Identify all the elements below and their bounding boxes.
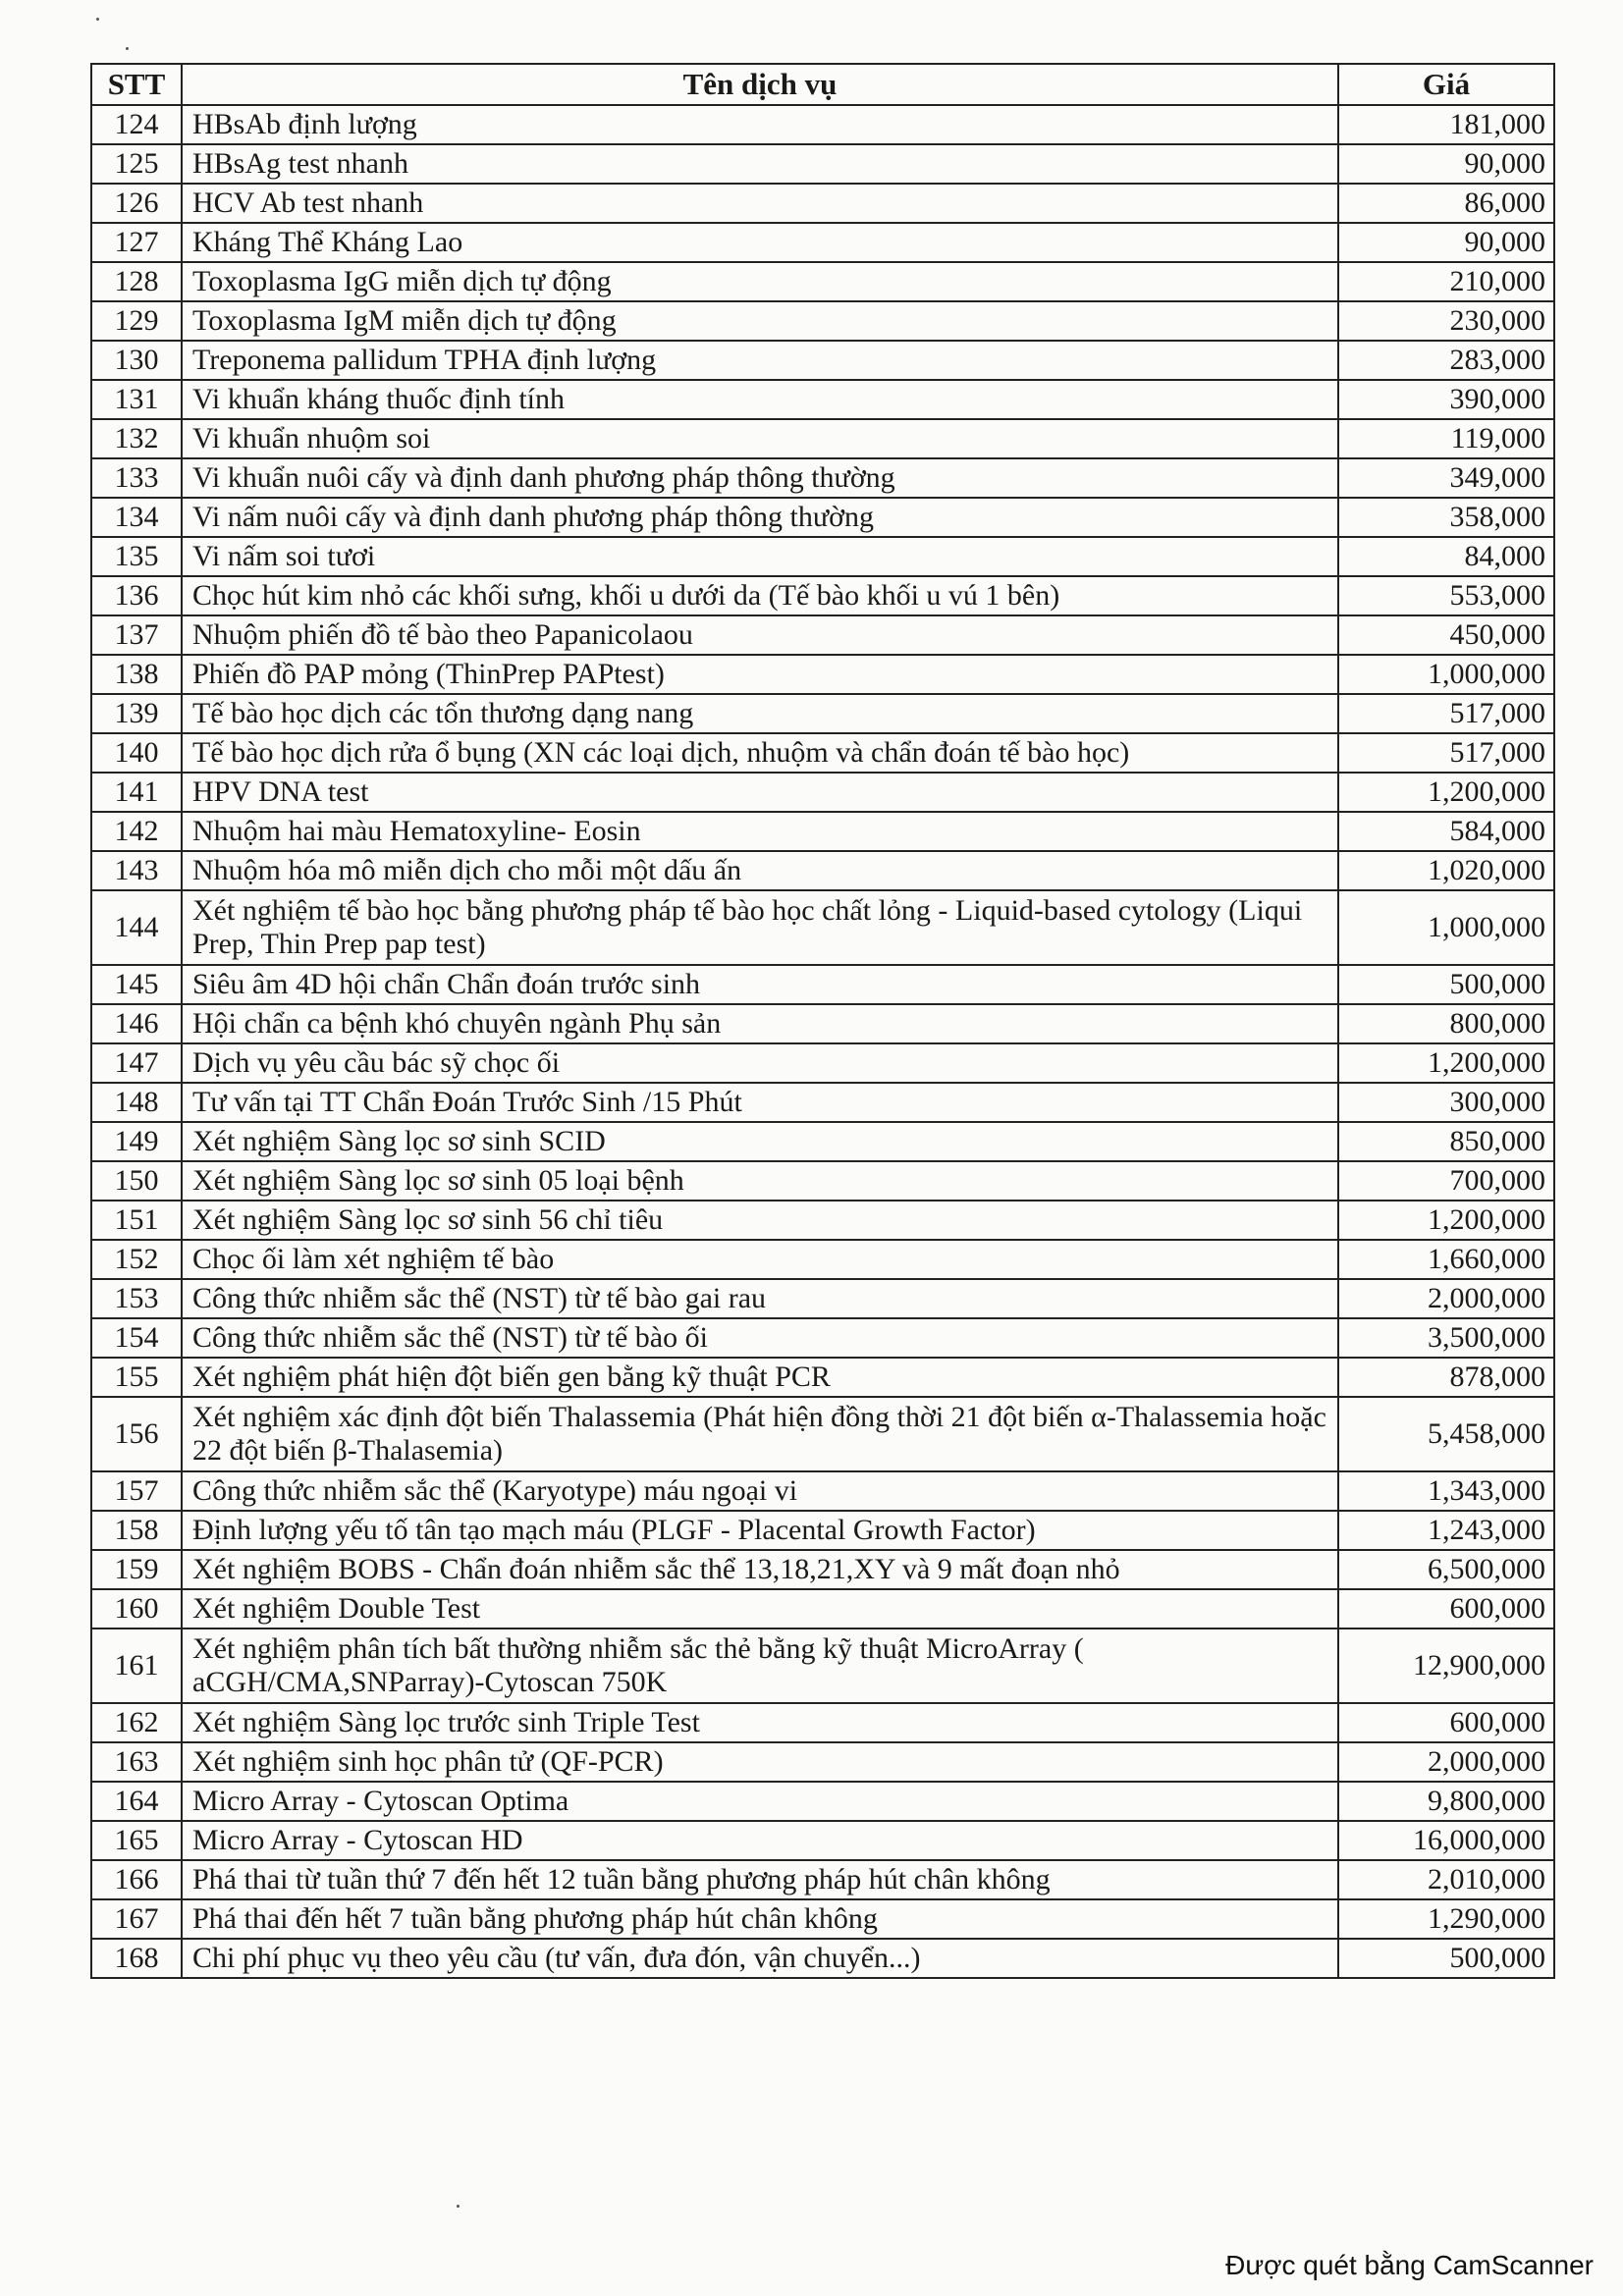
row-stt: 129	[91, 301, 182, 341]
row-price: 500,000	[1338, 965, 1554, 1004]
row-stt: 153	[91, 1279, 182, 1318]
table-row	[91, 223, 1554, 262]
table-row	[91, 1240, 1554, 1279]
table-row	[91, 1899, 1554, 1939]
table-row	[91, 1004, 1554, 1043]
row-stt: 144	[91, 890, 182, 965]
table-row	[91, 1742, 1554, 1782]
row-stt: 134	[91, 498, 182, 537]
table-row	[91, 1550, 1554, 1589]
row-stt: 140	[91, 733, 182, 773]
table-row	[91, 812, 1554, 851]
row-price: 9,800,000	[1338, 1782, 1554, 1821]
camscanner-watermark: Được quét bằng CamScanner	[1225, 2250, 1594, 2280]
row-service-name: Kháng Thể Kháng Lao	[182, 223, 1338, 262]
row-price: 600,000	[1338, 1703, 1554, 1742]
row-stt: 141	[91, 773, 182, 812]
table-row	[91, 1821, 1554, 1860]
row-stt: 168	[91, 1939, 182, 1978]
row-service-name: Xét nghiệm Sàng lọc sơ sinh 05 loại bệnh	[182, 1161, 1338, 1201]
table-row	[91, 419, 1554, 458]
row-stt: 151	[91, 1201, 182, 1240]
table-row	[91, 537, 1554, 576]
row-service-name: HCV Ab test nhanh	[182, 184, 1338, 223]
row-service-name: Xét nghiệm BOBS - Chẩn đoán nhiễm sắc thể 13,18,21,XY và 9 mất đoạn nhỏ	[182, 1550, 1338, 1589]
row-price: 600,000	[1338, 1589, 1554, 1629]
price-table	[90, 63, 1555, 1979]
row-price: 1,000,000	[1338, 890, 1554, 965]
row-price: 349,000	[1338, 458, 1554, 498]
row-stt: 137	[91, 615, 182, 655]
table-row	[91, 458, 1554, 498]
row-stt: 125	[91, 144, 182, 184]
table-body	[91, 105, 1554, 1978]
row-stt: 150	[91, 1161, 182, 1201]
row-price: 3,500,000	[1338, 1318, 1554, 1358]
row-stt: 139	[91, 694, 182, 733]
table-row	[91, 890, 1554, 965]
row-service-name: HPV DNA test	[182, 773, 1338, 812]
table-row	[91, 341, 1554, 380]
row-stt: 138	[91, 655, 182, 694]
table-row	[91, 262, 1554, 301]
row-price: 300,000	[1338, 1083, 1554, 1122]
row-price: 517,000	[1338, 694, 1554, 733]
row-stt: 149	[91, 1122, 182, 1161]
row-stt: 130	[91, 341, 182, 380]
row-stt: 156	[91, 1397, 182, 1471]
row-stt: 164	[91, 1782, 182, 1821]
table-header-row	[91, 64, 1554, 105]
table-row	[91, 965, 1554, 1004]
row-price: 1,200,000	[1338, 773, 1554, 812]
row-price: 2,000,000	[1338, 1742, 1554, 1782]
row-stt: 127	[91, 223, 182, 262]
row-price: 16,000,000	[1338, 1821, 1554, 1860]
table-row	[91, 105, 1554, 144]
row-price: 1,660,000	[1338, 1240, 1554, 1279]
row-stt: 160	[91, 1589, 182, 1629]
row-service-name: Xét nghiệm xác định đột biến Thalassemia (Phát hiện đồng thời 21 đột biến α-Thalassemia hoặc 22 đột biến β-Thalasemia)	[182, 1397, 1338, 1471]
row-price: 1,343,000	[1338, 1471, 1554, 1511]
row-service-name: Xét nghiệm phát hiện đột biến gen bằng kỹ thuật PCR	[182, 1358, 1338, 1397]
table-row	[91, 1358, 1554, 1397]
table-row	[91, 1122, 1554, 1161]
row-price: 283,000	[1338, 341, 1554, 380]
row-price: 84,000	[1338, 537, 1554, 576]
row-service-name: HBsAb định lượng	[182, 105, 1338, 144]
table-row	[91, 1318, 1554, 1358]
row-service-name: Xét nghiệm Sàng lọc sơ sinh SCID	[182, 1122, 1338, 1161]
row-price: 1,290,000	[1338, 1899, 1554, 1939]
row-stt: 167	[91, 1899, 182, 1939]
table-row	[91, 1511, 1554, 1550]
row-service-name: Vi nấm nuôi cấy và định danh phương pháp thông thường	[182, 498, 1338, 537]
row-stt: 152	[91, 1240, 182, 1279]
row-stt: 159	[91, 1550, 182, 1589]
scan-speck	[126, 47, 129, 50]
row-stt: 133	[91, 458, 182, 498]
row-service-name: Treponema pallidum TPHA định lượng	[182, 341, 1338, 380]
row-service-name: Vi khuẩn nuôi cấy và định danh phương pháp thông thường	[182, 458, 1338, 498]
row-price: 878,000	[1338, 1358, 1554, 1397]
row-stt: 136	[91, 576, 182, 615]
row-service-name: Micro Array - Cytoscan Optima	[182, 1782, 1338, 1821]
row-price: 86,000	[1338, 184, 1554, 223]
row-service-name: Hội chẩn ca bệnh khó chuyên ngành Phụ sản	[182, 1004, 1338, 1043]
row-service-name: Xét nghiệm Double Test	[182, 1589, 1338, 1629]
row-stt: 146	[91, 1004, 182, 1043]
row-stt: 154	[91, 1318, 182, 1358]
row-stt: 124	[91, 105, 182, 144]
row-service-name: Vi nấm soi tươi	[182, 537, 1338, 576]
row-stt: 157	[91, 1471, 182, 1511]
row-service-name: Dịch vụ yêu cầu bác sỹ chọc ối	[182, 1043, 1338, 1083]
row-service-name: Định lượng yếu tố tân tạo mạch máu (PLGF - Placental Growth Factor)	[182, 1511, 1338, 1550]
row-stt: 145	[91, 965, 182, 1004]
row-service-name: Vi khuẩn kháng thuốc định tính	[182, 380, 1338, 419]
table-row	[91, 301, 1554, 341]
row-price: 517,000	[1338, 733, 1554, 773]
scan-speck	[96, 18, 99, 21]
row-service-name: Siêu âm 4D hội chẩn Chẩn đoán trước sinh	[182, 965, 1338, 1004]
row-service-name: Xét nghiệm sinh học phân tử (QF-PCR)	[182, 1742, 1338, 1782]
table-row	[91, 615, 1554, 655]
row-stt: 148	[91, 1083, 182, 1122]
table-row	[91, 655, 1554, 694]
row-service-name: Tế bào học dịch rửa ổ bụng (XN các loại dịch, nhuộm và chẩn đoán tế bào học)	[182, 733, 1338, 773]
row-price: 1,020,000	[1338, 851, 1554, 890]
row-price: 230,000	[1338, 301, 1554, 341]
row-stt: 135	[91, 537, 182, 576]
table-row	[91, 1279, 1554, 1318]
row-service-name: Công thức nhiễm sắc thể (NST) từ tế bào ối	[182, 1318, 1338, 1358]
row-stt: 165	[91, 1821, 182, 1860]
row-price: 90,000	[1338, 223, 1554, 262]
header-price: Giá	[1338, 64, 1554, 105]
row-service-name: Nhuộm hai màu Hematoxyline- Eosin	[182, 812, 1338, 851]
row-service-name: Toxoplasma IgM miễn dịch tự động	[182, 301, 1338, 341]
row-service-name: Công thức nhiễm sắc thể (NST) từ tế bào gai rau	[182, 1279, 1338, 1318]
table-row	[91, 733, 1554, 773]
row-service-name: HBsAg test nhanh	[182, 144, 1338, 184]
row-price: 5,458,000	[1338, 1397, 1554, 1471]
table-row	[91, 694, 1554, 733]
row-price: 90,000	[1338, 144, 1554, 184]
row-price: 12,900,000	[1338, 1629, 1554, 1703]
row-price: 119,000	[1338, 419, 1554, 458]
row-price: 553,000	[1338, 576, 1554, 615]
row-service-name: Phiến đồ PAP mỏng (ThinPrep PAPtest)	[182, 655, 1338, 694]
table-row	[91, 1860, 1554, 1899]
row-service-name: Xét nghiệm phân tích bất thường nhiễm sắc thẻ bằng kỹ thuật MicroArray ( aCGH/CMA,SNParray)-Cytoscan 750K	[182, 1629, 1338, 1703]
table-row	[91, 1043, 1554, 1083]
table-row	[91, 1471, 1554, 1511]
row-stt: 132	[91, 419, 182, 458]
row-stt: 126	[91, 184, 182, 223]
row-stt: 161	[91, 1629, 182, 1703]
row-service-name: Nhuộm hóa mô miễn dịch cho mỗi một dấu ấn	[182, 851, 1338, 890]
row-price: 6,500,000	[1338, 1550, 1554, 1589]
table-row	[91, 380, 1554, 419]
header-stt: STT	[91, 64, 182, 105]
row-price: 700,000	[1338, 1161, 1554, 1201]
row-stt: 131	[91, 380, 182, 419]
row-service-name: Toxoplasma IgG miễn dịch tự động	[182, 262, 1338, 301]
row-service-name: Phá thai đến hết 7 tuần bằng phương pháp hút chân không	[182, 1899, 1338, 1939]
row-price: 210,000	[1338, 262, 1554, 301]
row-service-name: Xét nghiệm tế bào học bằng phương pháp tế bào học chất lỏng - Liquid-based cytology (Liqui Prep, Thin Prep pap test)	[182, 890, 1338, 965]
row-service-name: Công thức nhiễm sắc thể (Karyotype) máu ngoại vi	[182, 1471, 1338, 1511]
row-price: 2,000,000	[1338, 1279, 1554, 1318]
row-service-name: Chọc hút kim nhỏ các khối sưng, khối u dưới da (Tế bào khối u vú 1 bên)	[182, 576, 1338, 615]
table-row	[91, 184, 1554, 223]
row-stt: 142	[91, 812, 182, 851]
row-stt: 166	[91, 1860, 182, 1899]
row-service-name: Tế bào học dịch các tổn thương dạng nang	[182, 694, 1338, 733]
row-price: 450,000	[1338, 615, 1554, 655]
row-price: 358,000	[1338, 498, 1554, 537]
row-stt: 147	[91, 1043, 182, 1083]
table-row	[91, 1083, 1554, 1122]
table-row	[91, 1629, 1554, 1703]
table-row	[91, 576, 1554, 615]
row-service-name: Vi khuẩn nhuộm soi	[182, 419, 1338, 458]
row-stt: 128	[91, 262, 182, 301]
table-row	[91, 1782, 1554, 1821]
row-service-name: Chi phí phục vụ theo yêu cầu (tư vấn, đưa đón, vận chuyển...)	[182, 1939, 1338, 1978]
table-row	[91, 773, 1554, 812]
row-price: 2,010,000	[1338, 1860, 1554, 1899]
row-stt: 162	[91, 1703, 182, 1742]
table-row	[91, 851, 1554, 890]
table-row	[91, 144, 1554, 184]
row-price: 500,000	[1338, 1939, 1554, 1978]
scan-speck	[457, 2205, 460, 2208]
row-price: 800,000	[1338, 1004, 1554, 1043]
row-price: 850,000	[1338, 1122, 1554, 1161]
table-row	[91, 1703, 1554, 1742]
row-price: 1,000,000	[1338, 655, 1554, 694]
header-service-name: Tên dịch vụ	[182, 64, 1338, 105]
row-service-name: Tư vấn tại TT Chẩn Đoán Trước Sinh /15 Phút	[182, 1083, 1338, 1122]
row-service-name: Phá thai từ tuần thứ 7 đến hết 12 tuần bằng phương pháp hút chân không	[182, 1860, 1338, 1899]
row-service-name: Nhuộm phiến đồ tế bào theo Papanicolaou	[182, 615, 1338, 655]
row-price: 584,000	[1338, 812, 1554, 851]
table-row	[91, 1397, 1554, 1471]
row-price: 390,000	[1338, 380, 1554, 419]
row-stt: 163	[91, 1742, 182, 1782]
row-price: 1,200,000	[1338, 1043, 1554, 1083]
row-price: 1,243,000	[1338, 1511, 1554, 1550]
row-stt: 155	[91, 1358, 182, 1397]
table-row	[91, 1161, 1554, 1201]
table-row	[91, 1589, 1554, 1629]
table-row	[91, 1939, 1554, 1978]
row-stt: 158	[91, 1511, 182, 1550]
table-row	[91, 1201, 1554, 1240]
row-service-name: Micro Array - Cytoscan HD	[182, 1821, 1338, 1860]
row-service-name: Xét nghiệm Sàng lọc sơ sinh 56 chỉ tiêu	[182, 1201, 1338, 1240]
table-row	[91, 498, 1554, 537]
row-service-name: Chọc ối làm xét nghiệm tế bào	[182, 1240, 1338, 1279]
row-price: 181,000	[1338, 105, 1554, 144]
row-price: 1,200,000	[1338, 1201, 1554, 1240]
row-service-name: Xét nghiệm Sàng lọc trước sinh Triple Test	[182, 1703, 1338, 1742]
row-stt: 143	[91, 851, 182, 890]
